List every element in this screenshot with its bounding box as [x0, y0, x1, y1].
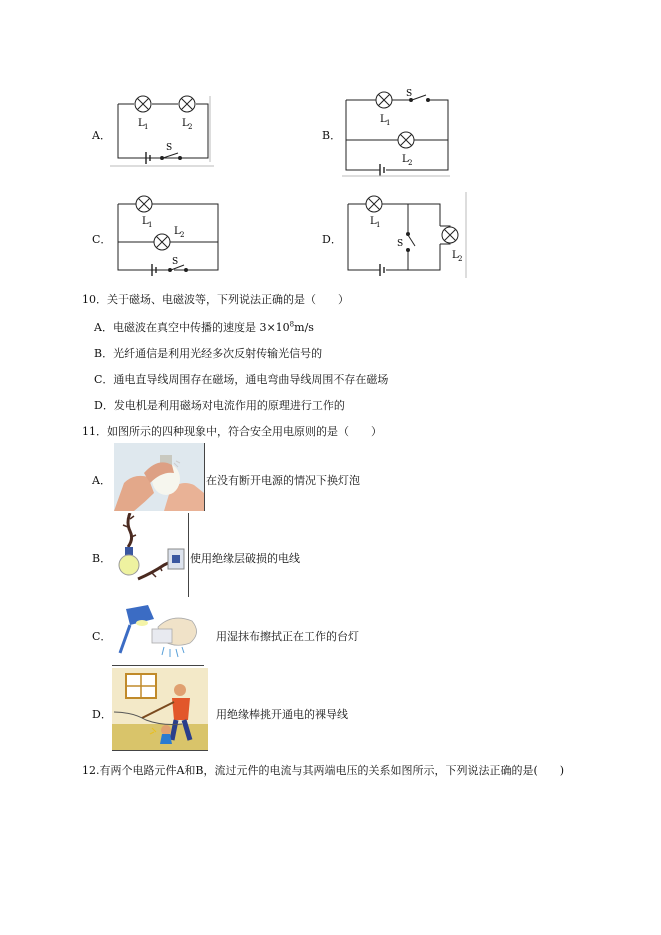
q11-option-c-letter: C．: [92, 630, 112, 643]
svg-text:L: L: [402, 154, 409, 165]
svg-text:S: S: [397, 239, 404, 249]
q9-circuit-d: [340, 188, 470, 282]
q10-option-c: C．通电直导线周围存在磁场，通电弯曲导线周围不存在磁场: [94, 373, 389, 386]
svg-text:2: 2: [458, 255, 463, 263]
q10-option-b: B．光纤通信是利用光经多次反射传输光信号的: [94, 347, 323, 360]
q9-circuit-c: [112, 190, 224, 278]
q9-option-d-letter: D．: [322, 233, 342, 246]
q11-option-b-caption: 使用绝缘层破损的电线: [190, 552, 300, 565]
label-s: S: [166, 143, 173, 153]
q11-option-a-letter: A．: [92, 474, 111, 487]
q11-option-b-letter: B．: [92, 552, 112, 565]
svg-text:L: L: [174, 226, 181, 237]
insulated-rod-photo: [112, 668, 208, 750]
label-l2: L: [182, 118, 189, 129]
label-l1: L: [138, 118, 145, 129]
svg-text:S: S: [172, 257, 179, 267]
svg-text:L: L: [370, 216, 377, 227]
svg-text:L: L: [380, 114, 387, 125]
q9-circuit-a: [110, 92, 220, 167]
q10-option-a: A．电磁波在真空中传播的速度是 $3\times 10^8m/s$: [94, 320, 314, 334]
svg-text:1: 1: [144, 123, 149, 131]
q10-stem: 10．关于磁场、电磁波等，下列说法正确的是（ ）: [82, 293, 349, 306]
q10-option-d: D．发电机是利用磁场对电流作用的原理进行工作的: [94, 399, 345, 412]
svg-text:1: 1: [148, 221, 153, 229]
svg-text:2: 2: [408, 159, 413, 167]
svg-text:1: 1: [386, 119, 391, 127]
q9-circuit-b: [340, 86, 455, 178]
q9-option-a-letter: A．: [92, 129, 111, 142]
q11-option-d-caption: 用绝缘棒挑开通电的裸导线: [216, 708, 348, 721]
svg-text:L: L: [452, 250, 459, 261]
q11-option-d-letter: D．: [92, 708, 112, 721]
q11-option-a-caption: 在没有断开电源的情况下换灯泡: [206, 474, 360, 487]
wet-cloth-lamp-photo: [112, 599, 204, 665]
q9-option-b-letter: B．: [322, 129, 342, 142]
q11-stem: 11．如图所示的四种现象中，符合安全用电原则的是（ ）: [82, 425, 382, 438]
svg-text:L: L: [142, 216, 149, 227]
q9-option-c-letter: C．: [92, 233, 112, 246]
svg-text:1: 1: [376, 221, 381, 229]
damaged-wire-photo: [112, 513, 188, 597]
svg-text:2: 2: [188, 123, 193, 131]
svg-text:S: S: [406, 89, 413, 99]
q12-stem: 12.有两个电路元件A和B，流过元件的电流与其两端电压的关系如图所示，下列说法正确的是( ): [82, 764, 565, 777]
changing-bulb-photo: [114, 443, 204, 511]
q11-option-c-caption: 用湿抹布擦拭正在工作的台灯: [216, 630, 359, 643]
svg-text:2: 2: [180, 231, 185, 239]
